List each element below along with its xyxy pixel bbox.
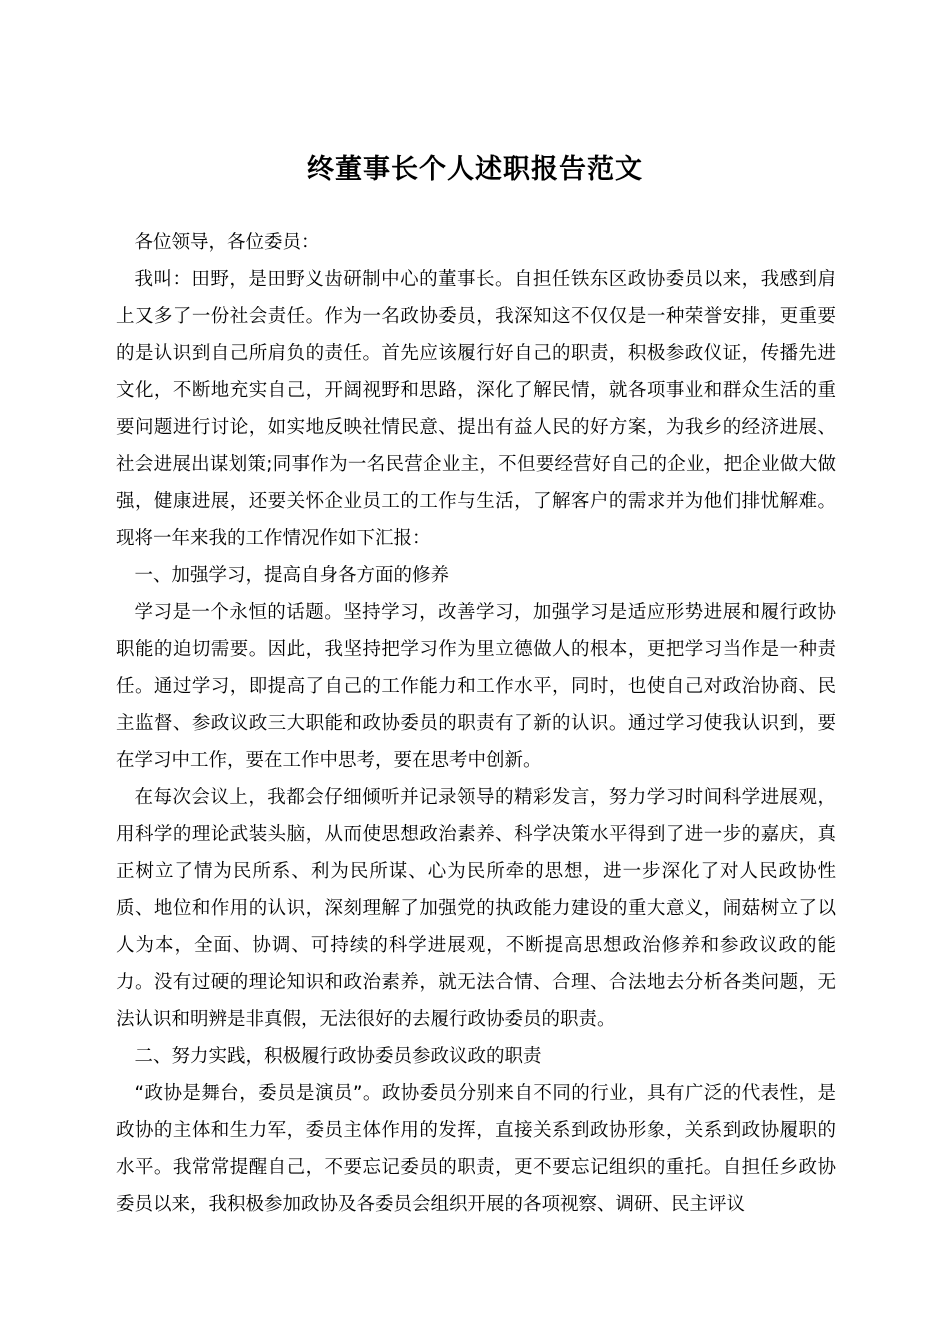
paragraph-introduction: 我叫：田野，是田野义齿研制中心的董事长。自担任铁东区政协委员以来，我感到肩上又多了一份社会责任。作为一名政协委员，我深知这不仅仅是一种荣誉安排，更重要的是认识到自己所肩负的责任。首先应该履行好自己的职责，积极参政仪证，传播先进文化，不断地充实自己，开阔视野和思路，深化了解民情，就各项事业和群众生活的重要问题进行讨论，如实地反映社情民意、提出有益人民的好方案，为我乡的经济进展、社会进展出谋划策;同事作为一名民营企业主，不但要经营好自己的企业，把企业做大做强，健康进展，还要关怀企业员工的工作与生活，了解客户的需求并为他们排忧解难。现将一年来我的工作情况作如下汇报：: [116, 269, 836, 549]
paragraph-study: 学习是一个永恒的话题。坚持学习，改善学习，加强学习是适应形势进展和履行政协职能的迫切需要。因此，我坚持把学习作为里立德做人的根本，更把学习当作是一种责任。通过学习，即提高了自己的工作能力和工作水平，同时，也使自己对政治协商、民主监督、参政议政三大职能和政协委员的职责有了新的认识。通过学习使我认识到，要在学习中工作，要在工作中思考，要在思考中创新。: [116, 602, 836, 771]
paragraph-practice: “政协是舞台，委员是演员”。政协委员分别来自不同的行业，具有广泛的代表性，是政协的主体和生力军，委员主体作用的发挥，直接关系到政协形象，关系到政协履职的水平。我常常提醒自己，不要忘记委员的职责，更不要忘记组织的重托。自担任乡政协委员以来，我积极参加政协及各委员会组织开展的各项视察、调研、民主评议: [116, 1083, 836, 1215]
salutation: 各位领导，各位委员：: [134, 232, 320, 253]
paragraph-meetings: 在每次会议上，我都会仔细倾听并记录领导的精彩发言，努力学习时间科学进展观，用科学的理论武装头脑，从而使思想政治素养、科学决策水平得到了进一步的嘉庆，真正树立了情为民所系、利为民所谋、心为民所牵的思想，进一步深化了对人民政协性质、地位和作用的认识，深刻理解了加强党的执政能力建设的重大意义，闹菇树立了以人为本，全面、协调、可持续的科学进展观，不断提高思想政治修养和参政议政的能力。没有过硬的理论知识和政治素养，就无法合情、合理、合法地去分析各类问题，无法认识和明辨是非真假，无法很好的去履行政协委员的职责。: [116, 787, 836, 1030]
document-title: 终董事长个人述职报告范文: [307, 154, 643, 186]
section-heading-1: 一、加强学习，提高自身各方面的修养: [134, 565, 450, 586]
document-body: [116, 224, 836, 1223]
section-heading-2: 二、努力实践，积极履行政协委员参政议政的职责: [134, 1046, 542, 1067]
